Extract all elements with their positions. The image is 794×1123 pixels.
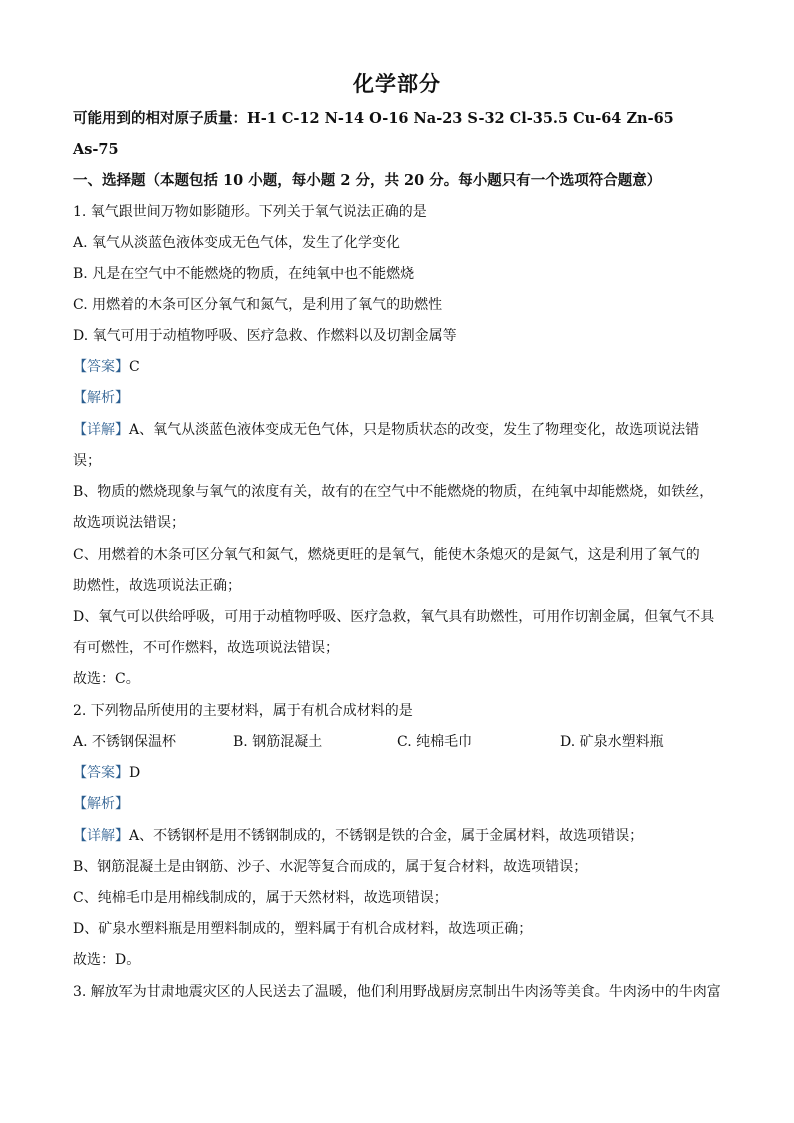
question-1-detail-line <box>73 420 723 440</box>
question-1-detail-line: 有可燃性，不可作燃料，故选项说法错误； <box>73 640 339 656</box>
page-title: 化学部分 <box>353 71 441 96</box>
question-2-option-b: B. 钢筋混凝土 <box>233 734 323 750</box>
question-1-detail-line: B、物质的燃烧现象与氧气的浓度有关，故有的在空气中不能燃烧的物质，在纯氧中却能燃烧，如铁丝， <box>73 484 714 500</box>
question-1-detail-line: 助燃性，故选项说法正确； <box>73 578 241 594</box>
question-1-option-c: C. 用燃着的木条可区分氧气和氮气，是利用了氧气的助燃性 <box>73 297 443 313</box>
question-2-analysis-tag: 【解析】 <box>73 796 129 812</box>
atomic-mass-line-continued: As-75 <box>73 141 119 158</box>
question-1-answer <box>73 357 723 377</box>
question-1-option-d: D. 氧气可用于动植物呼吸、医疗急救、作燃料以及切割金属等 <box>73 328 457 344</box>
question-1-detail-line: D、氧气可以供给呼吸，可用于动植物呼吸、医疗急救，氧气具有助燃性，可用作切割金属，但氧气不具 <box>73 609 715 625</box>
question-1-detail-line: 故选项说法错误； <box>73 515 185 531</box>
question-2-option-d: D. 矿泉水塑料瓶 <box>560 734 664 750</box>
section-header: 一、选择题（本题包括 10 小题，每小题 2 分，共 20 分。每小题只有一个选项符合题意） <box>73 172 662 189</box>
detail-text: A、不锈钢杯是用不锈钢制成的，不锈钢是铁的合金，属于金属材料，故选项错误； <box>129 828 644 844</box>
question-2-detail-line <box>73 826 723 846</box>
question-2-answer <box>73 763 723 783</box>
question-2-option-a: A. 不锈钢保温杯 <box>73 734 177 750</box>
detail-text: A、氧气从淡蓝色液体变成无色气体，只是物质状态的改变，发生了物理变化，故选项说法错 <box>129 422 700 438</box>
question-1-option-b: B. 凡是在空气中不能燃烧的物质，在纯氧中也不能燃烧 <box>73 266 415 282</box>
detail-tag: 【详解】 <box>73 828 129 844</box>
question-2-detail-line: B、钢筋混凝土是由钢筋、沙子、水泥等复合而成的，属于复合材料，故选项错误； <box>73 859 588 875</box>
question-1-stem: 1. 氧气跟世间万物如影随形。下列关于氧气说法正确的是 <box>73 204 427 220</box>
question-1-detail-line: 误； <box>73 453 101 469</box>
question-1-option-a: A. 氧气从淡蓝色液体变成无色气体，发生了化学变化 <box>73 235 401 251</box>
answer-tag: 【答案】 <box>73 765 129 781</box>
question-3-stem: 3. 解放军为甘肃地震灾区的人民送去了温暖，他们利用野战厨房烹制出牛肉汤等美食。牛肉汤中的牛肉富 <box>73 984 721 1000</box>
detail-tag: 【详解】 <box>73 422 129 438</box>
question-2-detail-line: C、纯棉毛巾是用棉线制成的，属于天然材料，故选项错误； <box>73 890 448 906</box>
question-2-stem: 2. 下列物品所使用的主要材料，属于有机合成材料的是 <box>73 703 413 719</box>
question-1-analysis-tag: 【解析】 <box>73 390 129 406</box>
atomic-mass-line: 可能用到的相对原子质量：H-1 C-12 N-14 O-16 Na-23 S-32 Cl-35.5 Cu-64 Zn-65 <box>73 110 674 127</box>
answer-value: D <box>129 765 141 781</box>
question-1-conclusion: 故选：C。 <box>73 671 140 687</box>
question-2-option-c: C. 纯棉毛巾 <box>397 734 473 750</box>
answer-value: C <box>129 359 140 375</box>
question-2-conclusion: 故选：D。 <box>73 952 141 968</box>
question-2-detail-line: D、矿泉水塑料瓶是用塑料制成的，塑料属于有机合成材料，故选项正确； <box>73 921 533 937</box>
question-1-detail-line: C、用燃着的木条可区分氧气和氮气，燃烧更旺的是氧气，能使木条熄灭的是氮气，这是利用了氧气的 <box>73 547 700 563</box>
answer-tag: 【答案】 <box>73 359 129 375</box>
